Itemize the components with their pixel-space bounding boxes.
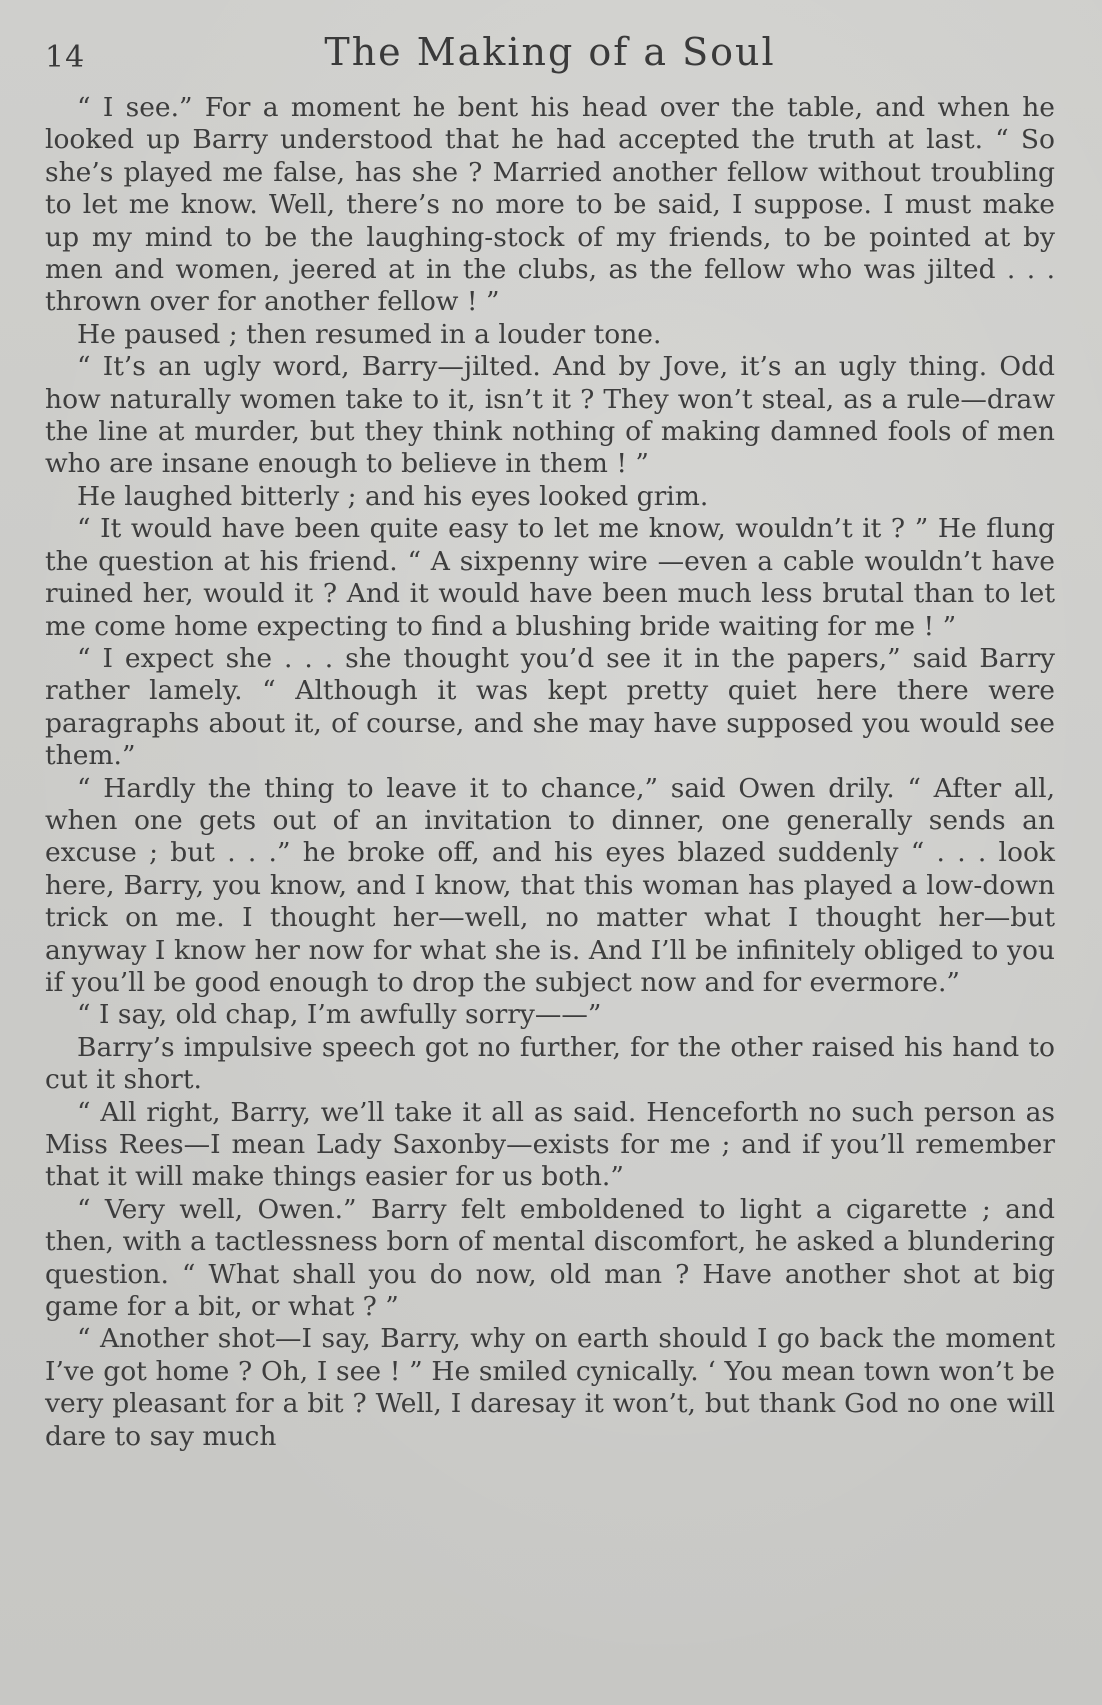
paragraph: “ I expect she . . . she thought you’d see it in the papers,” said Barry rather lamely. “ Although it was kept pretty quiet here there were paragraphs about it, of course, and she may have supposed you would see them.” bbox=[45, 642, 1055, 772]
paragraph: “ I see.” For a moment he bent his head over the table, and when he looked up Barry understood that he had accepted the truth at last. “ So she’s played me false, has she ? Married another fellow without troubling to let me know. Well, there’s no more to be said, I suppose. I must make up my mind to be the laughing-stock of my friends, to be pointed at by men and women, jeered at in the clubs, as the fellow who was jilted . . . thrown over for another fellow ! ” bbox=[45, 92, 1055, 318]
running-title: The Making of a Soul bbox=[324, 30, 776, 74]
page-header bbox=[45, 30, 1055, 80]
paragraph: “ It’s an ugly word, Barry—jilted. And by Jove, it’s an ugly thing. Odd how naturally women take to it, isn’t it ? They won’t steal, as a rule—draw the line at murder, but they think nothing of making damned fools of men who are insane enough to believe in them ! ” bbox=[45, 351, 1055, 480]
paragraph: “ Very well, Owen.” Barry felt emboldened to light a cigarette ; and then, with a tactlessness born of mental discomfort, he asked a blundering question. “ What shall you do now, old man ? Have another shot at big game for a bit, or what ? ” bbox=[45, 1193, 1055, 1323]
paragraph: “ Another shot—I say, Barry, why on earth should I go back the moment I’ve got home ? Oh, I see ! ” He smiled cynically. ‘ You mean town won’t be very pleasant for a bit ? Well, I daresay it won’t, but thank God no one will dare to say much bbox=[45, 1323, 1055, 1452]
body-text bbox=[45, 92, 1055, 1453]
paragraph: He laughed bitterly ; and his eyes looked grim. bbox=[77, 480, 709, 512]
paragraph: “ I say, old chap, I’m awfully sorry——” bbox=[77, 999, 602, 1031]
paragraph: “ Hardly the thing to leave it to chance,” said Owen drily. “ After all, when one gets out of an invitation to dinner, one generally sends an excuse ; but . . .” he broke off, and his eyes blazed suddenly “ . . . look here, Barry, you know, and I know, that this woman has played a low-down trick on me. I thought her—well, no matter what I thought her—but anyway I know her now for what she is. And I’ll be infinitely obliged to you if you’ll be good enough to drop the subject now and for evermore.” bbox=[45, 772, 1055, 998]
paragraph: He paused ; then resumed in a louder tone. bbox=[77, 318, 662, 350]
page-number: 14 bbox=[45, 40, 86, 75]
paragraph: “ All right, Barry, we’ll take it all as said. Henceforth no such person as Miss Rees—I mean Lady Saxonby—exists for me ; and if you’ll remember that it will make things easier for us both.” bbox=[45, 1096, 1055, 1193]
paragraph: Barry’s impulsive speech got no further, for the other raised his hand to cut it short. bbox=[45, 1031, 1055, 1096]
paragraph: “ It would have been quite easy to let me know, wouldn’t it ? ” He flung the question at his friend. “ A sixpenny wire —even a cable wouldn’t have ruined her, would it ? And it would have been much less brutal than to let me come home expecting to find a blushing bride waiting for me ! ” bbox=[45, 513, 1055, 642]
